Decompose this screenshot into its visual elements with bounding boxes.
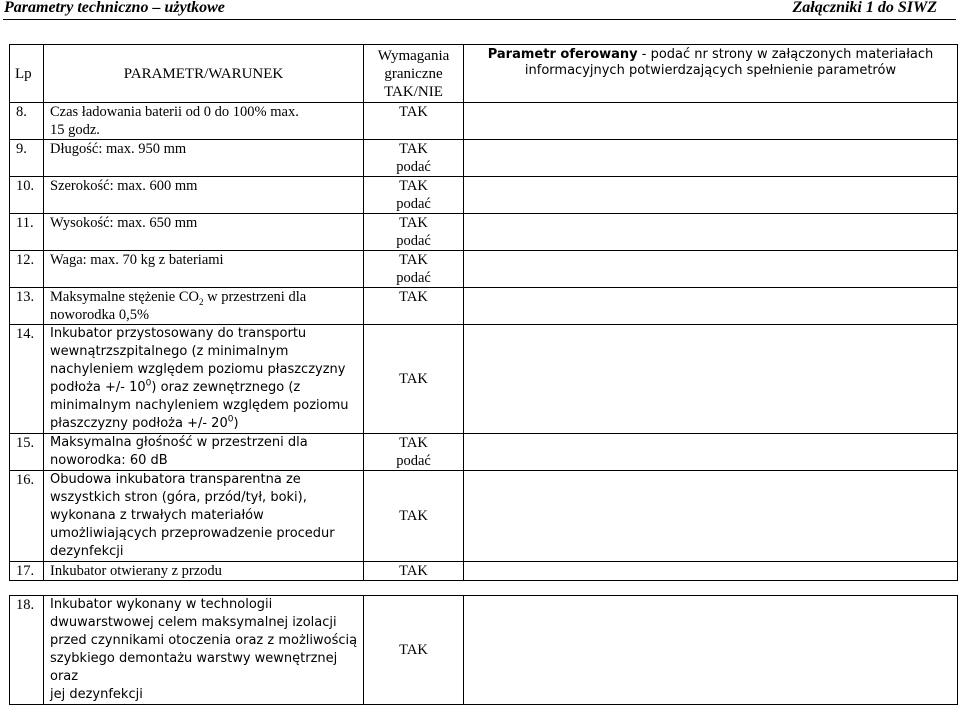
table-row xyxy=(10,562,958,581)
param-line: Maksymalna głośność w przestrzeni dla xyxy=(50,435,308,450)
row-param: Wysokość: max. 650 mm xyxy=(44,214,364,251)
row-offer-cell[interactable] xyxy=(464,177,958,214)
superscript: 0 xyxy=(227,414,234,425)
req-value: TAK xyxy=(399,178,428,194)
column-header-requirements xyxy=(364,45,464,103)
param-line: ) oraz zewnętrznego (z xyxy=(151,380,301,395)
table-row xyxy=(10,140,958,177)
param-line: Obudowa inkubatora transparentna ze xyxy=(50,472,301,487)
row-number: 8. xyxy=(10,103,44,140)
table-row xyxy=(10,596,958,705)
table-row xyxy=(10,103,958,140)
column-header-offered xyxy=(464,45,958,103)
parameters-table xyxy=(9,44,958,705)
table-row xyxy=(10,434,958,471)
param-line: wykonana z trwałych materiałów xyxy=(50,508,264,523)
req-provide: podać xyxy=(396,453,431,469)
param-line: ) xyxy=(233,416,239,431)
req-header-line3: TAK/NIE xyxy=(384,84,443,100)
param-line: płaszczyzny podłoża +/- 20 xyxy=(50,416,228,431)
offer-header-bold: Parametr oferowany xyxy=(487,47,638,62)
param-line: umożliwiających przeprowadzenie procedur xyxy=(50,526,335,541)
row-param xyxy=(44,471,364,562)
param-line: 15 godz. xyxy=(50,122,100,138)
param-line: jej dezynfekcji xyxy=(50,687,143,702)
row-number: 15. xyxy=(10,434,44,471)
row-offer-cell[interactable] xyxy=(464,140,958,177)
row-offer-cell[interactable] xyxy=(464,214,958,251)
row-number: 18. xyxy=(10,596,44,705)
row-requirement xyxy=(364,251,464,288)
row-number: 16. xyxy=(10,471,44,562)
row-requirement xyxy=(364,177,464,214)
param-line: szybkiego demontażu warstwy wewnętrznej oraz xyxy=(50,651,338,684)
table-header-row xyxy=(10,45,958,103)
req-provide: podać xyxy=(396,159,431,175)
row-offer-cell[interactable] xyxy=(464,288,958,325)
row-offer-cell[interactable] xyxy=(464,471,958,562)
row-param xyxy=(44,596,364,705)
param-line: noworodka 0,5% xyxy=(50,307,150,323)
row-offer-cell[interactable] xyxy=(464,434,958,471)
column-header-lp: Lp xyxy=(10,45,44,103)
row-param xyxy=(44,103,364,140)
document-header-title: Parametry techniczno – użytkowe xyxy=(4,0,225,16)
req-header-line1: Wymagania xyxy=(377,48,450,64)
param-line: przed czynnikami otoczenia oraz z możliwością xyxy=(50,633,358,648)
column-header-param: PARAMETR/WARUNEK xyxy=(44,45,364,103)
table-row xyxy=(10,177,958,214)
row-param: Długość: max. 950 mm xyxy=(44,140,364,177)
row-number: 14. xyxy=(10,325,44,434)
req-provide: podać xyxy=(396,270,431,286)
param-line: podłoża +/- 10 xyxy=(50,380,146,395)
param-line: wszystkich stron (góra, przód/tył, boki), xyxy=(50,490,307,505)
gap-cell xyxy=(464,581,958,596)
superscript: 0 xyxy=(145,378,152,389)
param-line: dezynfekcji xyxy=(50,544,124,559)
row-offer-cell[interactable] xyxy=(464,596,958,705)
req-value: TAK xyxy=(399,215,428,231)
param-line: w przestrzeni dla xyxy=(203,289,307,305)
table-row xyxy=(10,251,958,288)
row-offer-cell[interactable] xyxy=(464,251,958,288)
req-value: TAK xyxy=(399,252,428,268)
row-requirement: TAK xyxy=(364,471,464,562)
table-row xyxy=(10,214,958,251)
row-requirement xyxy=(364,140,464,177)
param-line: Maksymalne stężenie CO xyxy=(50,289,199,305)
row-offer-cell[interactable] xyxy=(464,562,958,581)
row-number: 13. xyxy=(10,288,44,325)
param-line: nachyleniem względem poziomu płaszczyzny xyxy=(50,362,346,377)
row-number: 9. xyxy=(10,140,44,177)
header-divider xyxy=(3,19,956,20)
table-row xyxy=(10,288,958,325)
row-requirement: TAK xyxy=(364,103,464,140)
row-number: 12. xyxy=(10,251,44,288)
subscript: 2 xyxy=(199,296,204,307)
param-line: dwuwarstwowej celem maksymalnej izolacji xyxy=(50,615,337,630)
row-requirement: TAK xyxy=(364,596,464,705)
req-provide: podać xyxy=(396,196,431,212)
table-row xyxy=(10,325,958,434)
row-offer-cell[interactable] xyxy=(464,325,958,434)
gap-cell xyxy=(44,581,364,596)
gap-cell xyxy=(364,581,464,596)
param-line: Czas ładowania baterii od 0 do 100% max. xyxy=(50,104,299,120)
row-param: Szerokość: max. 600 mm xyxy=(44,177,364,214)
row-requirement xyxy=(364,434,464,471)
param-line: noworodka: 60 dB xyxy=(50,453,168,468)
row-requirement: TAK xyxy=(364,288,464,325)
row-requirement: TAK xyxy=(364,562,464,581)
row-param: Waga: max. 70 kg z bateriami xyxy=(44,251,364,288)
row-number: 11. xyxy=(10,214,44,251)
req-value: TAK xyxy=(399,141,428,157)
row-number: 17. xyxy=(10,562,44,581)
row-requirement: TAK xyxy=(364,325,464,434)
table-gap xyxy=(10,581,958,596)
param-line: minimalnym nachyleniem względem poziomu xyxy=(50,398,349,413)
row-number: 10. xyxy=(10,177,44,214)
param-line: wewnątrzszpitalnego (z minimalnym xyxy=(50,344,289,359)
row-offer-cell[interactable] xyxy=(464,103,958,140)
req-header-line2: graniczne xyxy=(384,66,443,82)
row-param: Inkubator otwierany z przodu xyxy=(44,562,364,581)
param-line: Inkubator wykonany w technologii xyxy=(50,597,273,612)
table-row xyxy=(10,471,958,562)
document-header-attachment: Załączniki 1 do SIWZ xyxy=(792,0,937,16)
row-param xyxy=(44,325,364,434)
offer-header-rest: - podać nr strony w załączonych materiałach informacyjnych potwierdzających spełnienie parametrów xyxy=(524,47,934,78)
gap-cell xyxy=(10,581,44,596)
row-param xyxy=(44,434,364,471)
req-value: TAK xyxy=(399,435,428,451)
req-provide: podać xyxy=(396,233,431,249)
row-param xyxy=(44,288,364,325)
param-line: Inkubator przystosowany do transportu xyxy=(50,326,307,341)
row-requirement xyxy=(364,214,464,251)
